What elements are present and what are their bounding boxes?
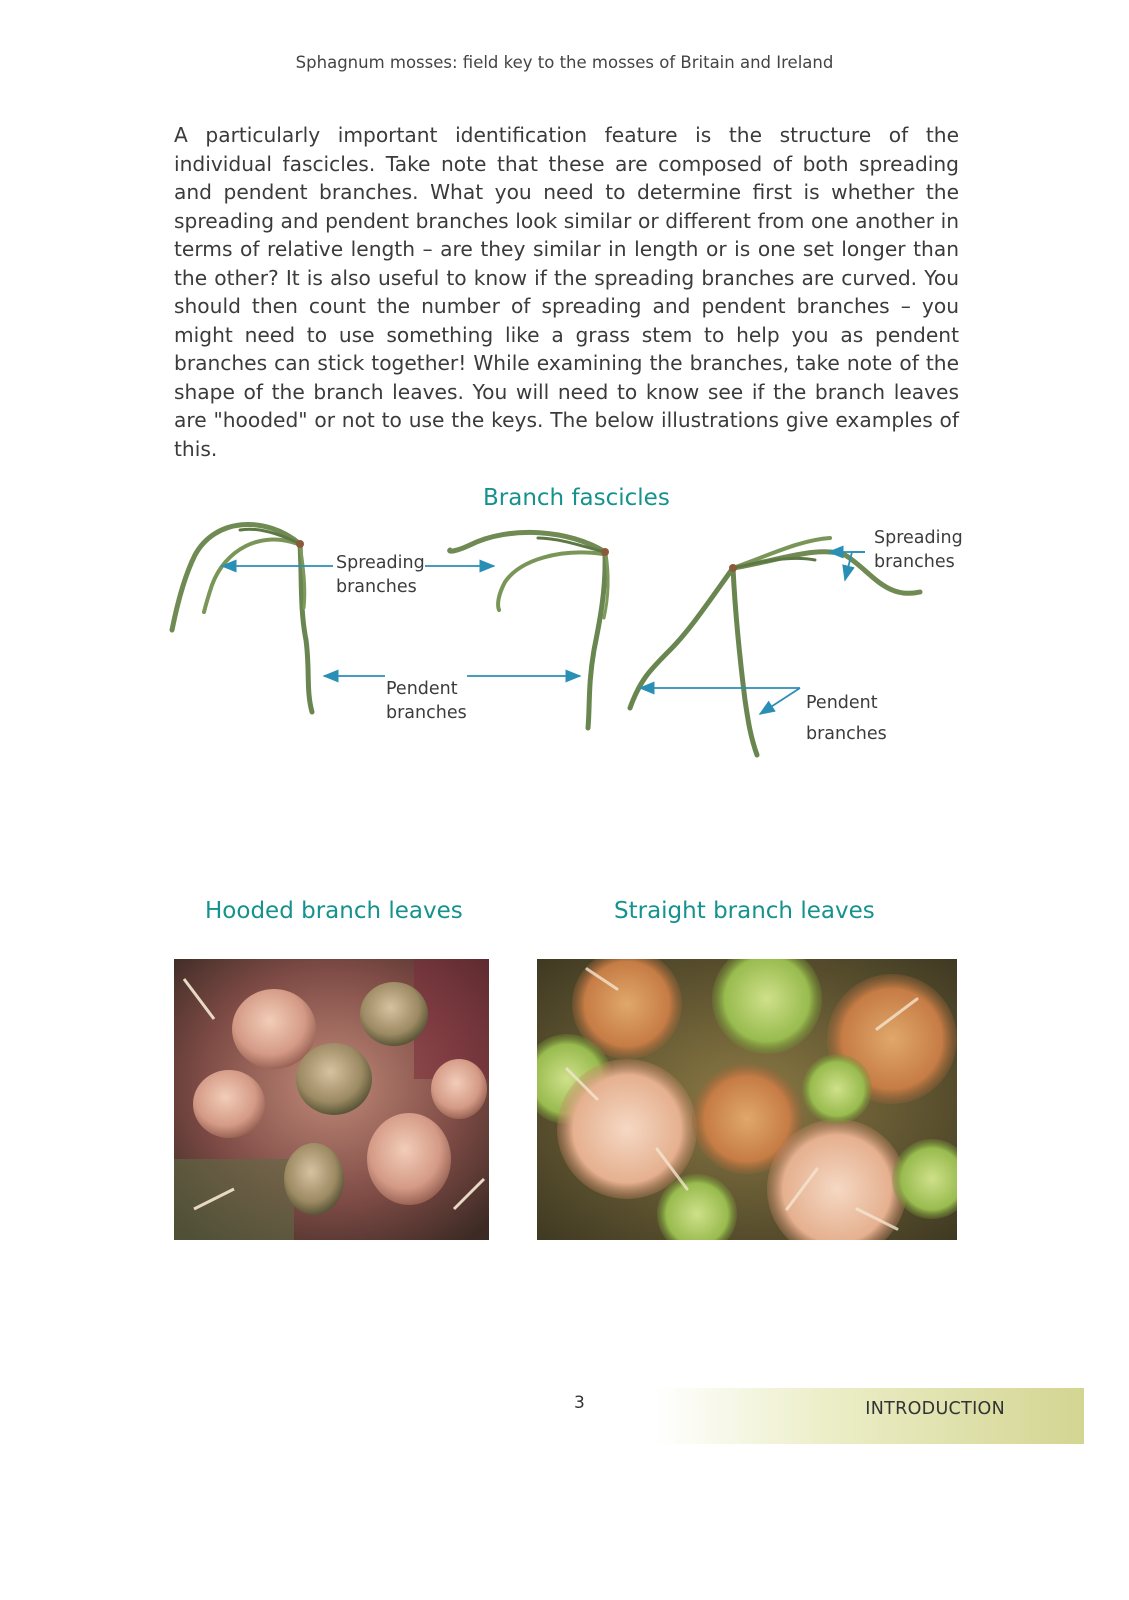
left-spreading-line2: branches (336, 577, 417, 597)
left-spreading-line1: Spreading (336, 553, 425, 573)
straight-leaves-title: Straight branch leaves (614, 898, 875, 924)
intro-paragraph: A particularly important identification feature is the structure of the individual fascicles. Take note that these are composed of both spreading and pendent branches. What you need to determine first is whether the spreading and pendent branches look similar or different from one another in terms of relative length – are they similar in length or is one set longer than the other? It is also useful to know if the spreading branches are curved. You should then count the number of spreading and pendent branches – you might need to use something like a grass stem to help you as pendent branches can stick together! While examining the branches, take note of the shape of the branch leaves. You will need to know see if the branch leaves are "hooded" or not to use the keys. The below illustrations give examples of this. (174, 123, 959, 461)
section-label: INTRODUCTION (865, 1399, 1005, 1419)
straight-leaves-photo (537, 959, 957, 1240)
fascicle-2-illustration (450, 532, 609, 728)
right-spreading-line1: Spreading (874, 528, 963, 548)
annotation-arrows (222, 552, 865, 714)
hooded-leaves-photo (174, 959, 489, 1240)
left-spreading-label (336, 551, 425, 599)
right-spreading-label (874, 526, 963, 574)
hooded-leaves-title: Hooded branch leaves (205, 898, 463, 924)
right-spreading-line2: branches (874, 552, 955, 572)
running-head: Sphagnum mosses: field key to the mosses of Britain and Ireland (295, 53, 834, 72)
right-pendent-line2: branches (806, 724, 887, 744)
right-pendent-label (806, 688, 887, 750)
left-pendent-line1: Pendent (386, 679, 458, 699)
fascicle-1-illustration (172, 524, 312, 712)
branch-fascicles-title: Branch fascicles (483, 485, 670, 511)
left-pendent-line2: branches (386, 703, 467, 723)
right-pendent-line1: Pendent (806, 693, 878, 713)
page-number: 3 (574, 1393, 585, 1413)
left-pendent-label (386, 677, 467, 725)
